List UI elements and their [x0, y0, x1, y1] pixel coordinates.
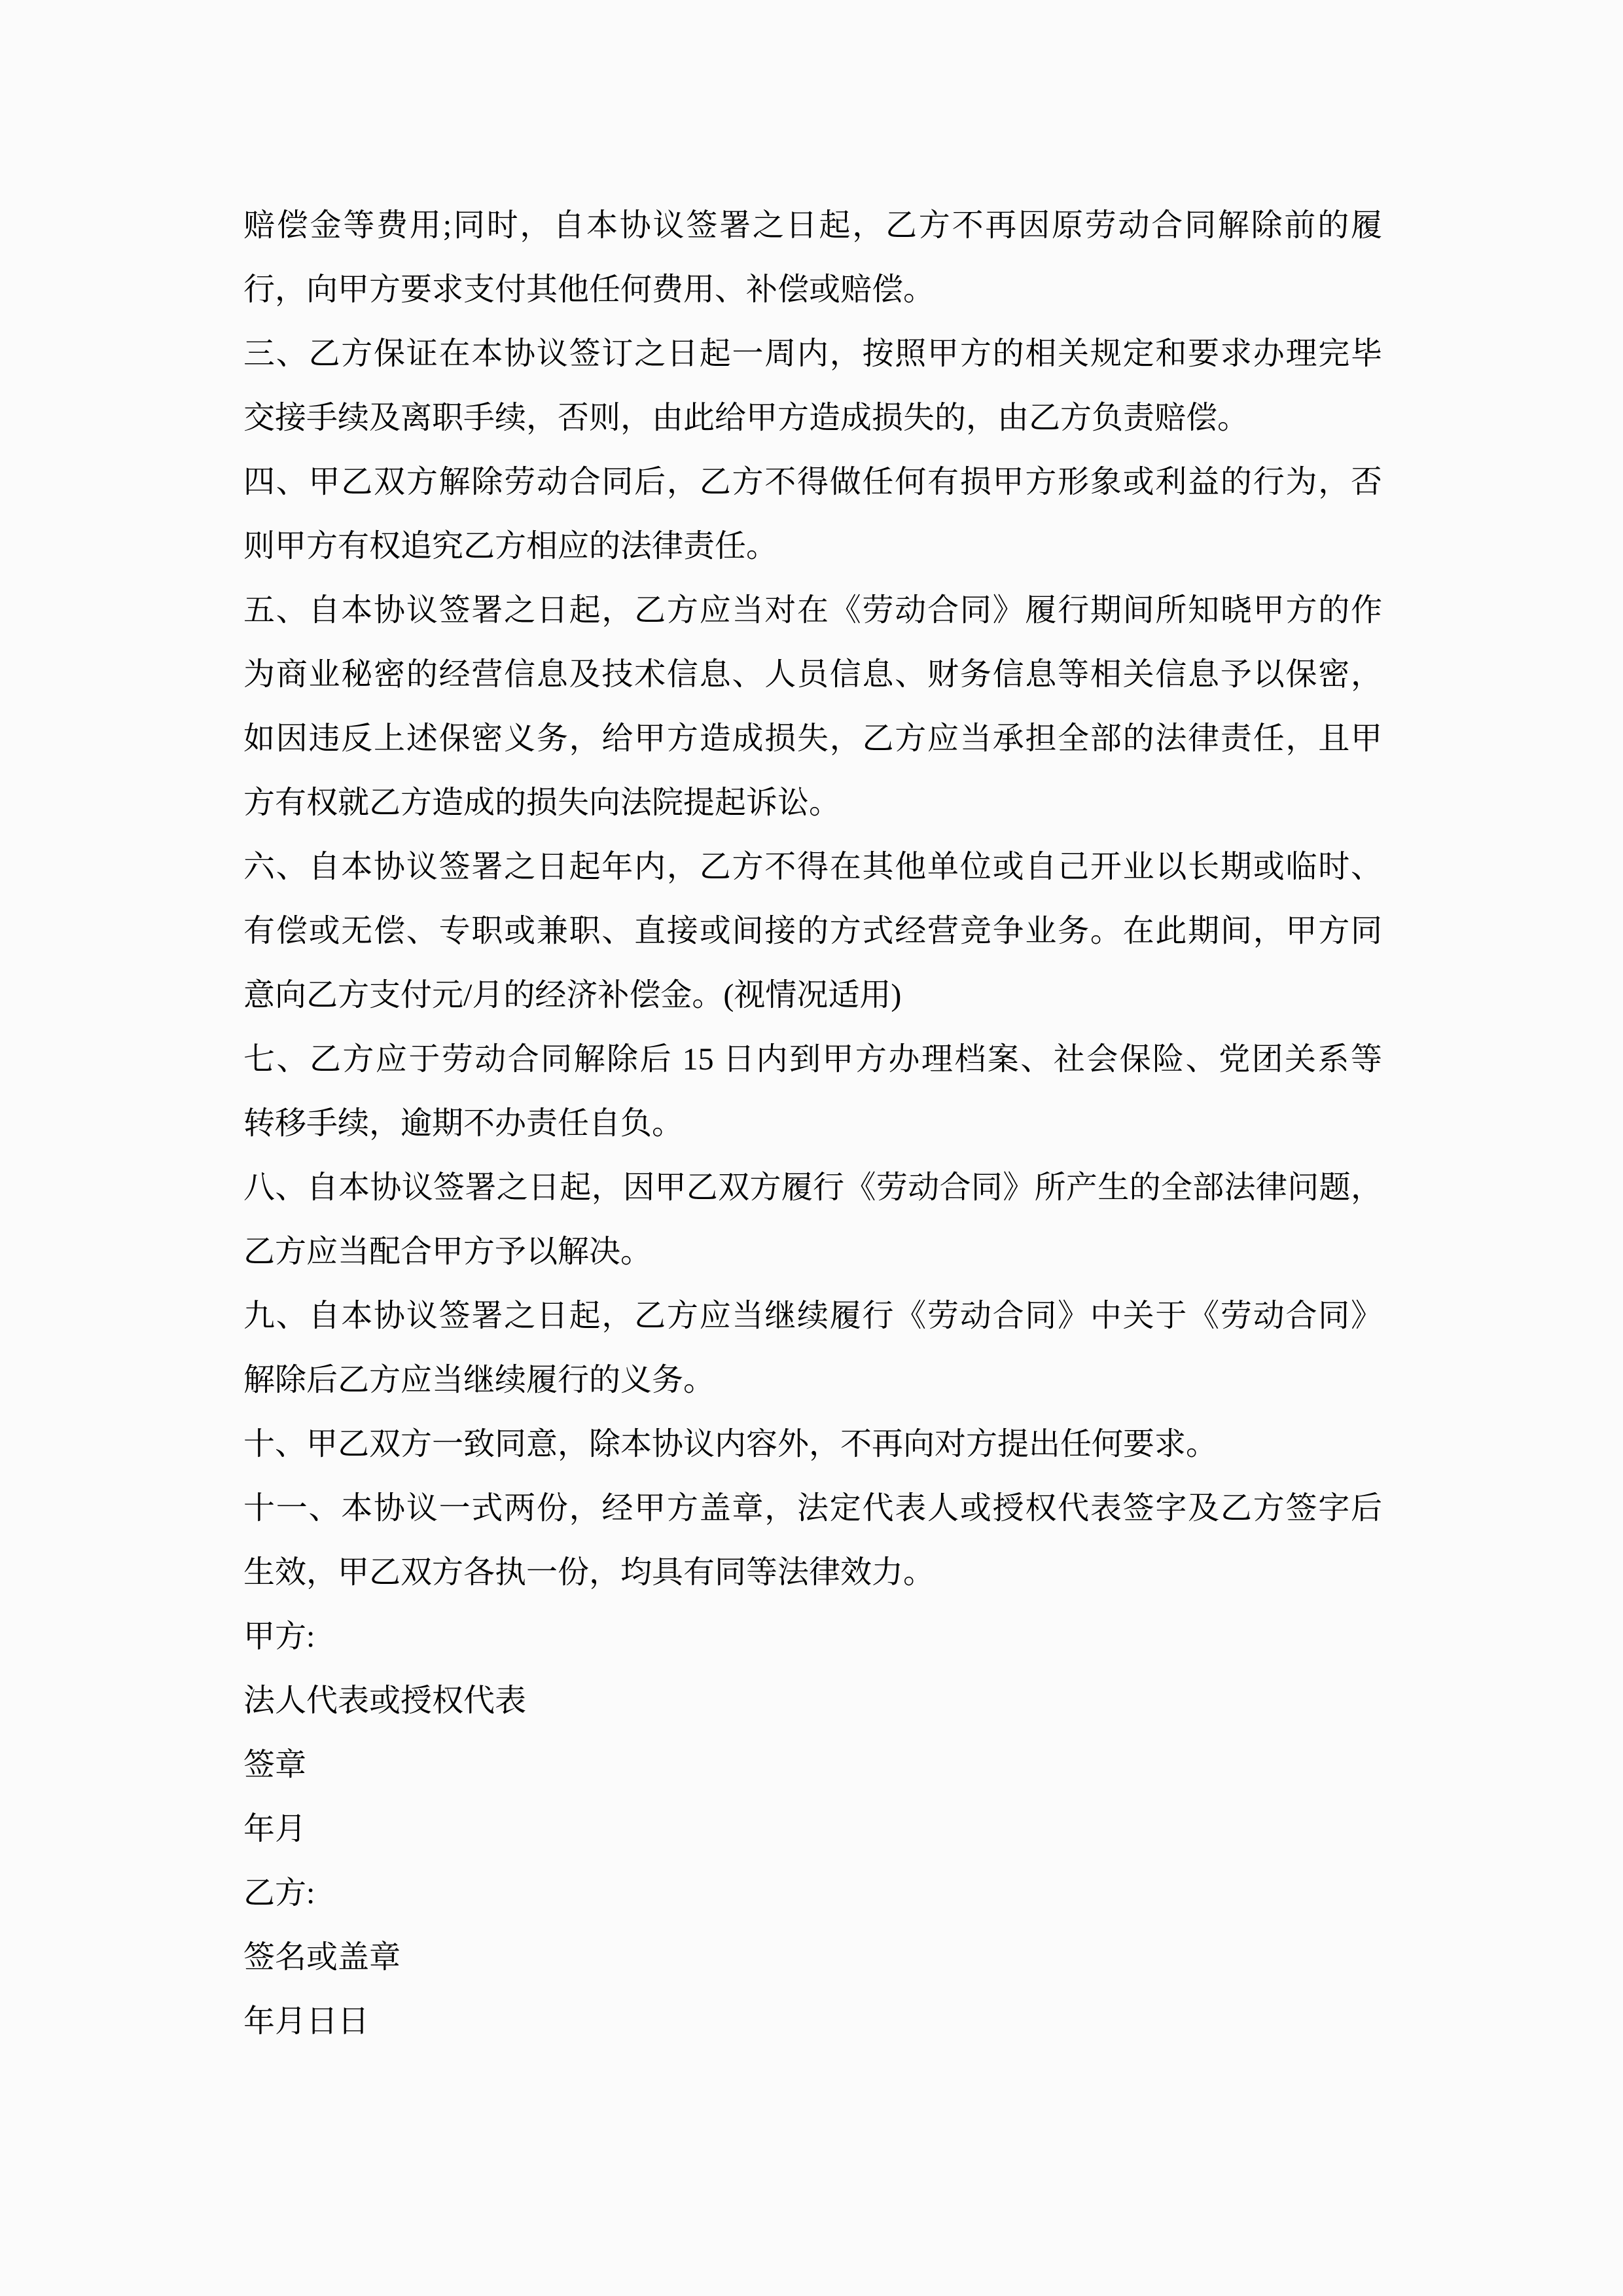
doc-line: 则甲方有权追究乙方相应的法律责任。	[243, 529, 778, 564]
doc-line-clause-4: 四、甲乙双方解除劳动合同后，乙方不得做任何有损甲方形象或利益的行为，否	[243, 465, 1382, 499]
party-a-date-label: 年月	[243, 1812, 307, 1846]
doc-line: 生效，甲乙双方各执一份，均具有同等法律效力。	[243, 1555, 935, 1590]
doc-line: 赔偿金等费用;同时，自本协议签署之日起，乙方不再因原劳动合同解除前的履	[243, 208, 1382, 243]
doc-line: 意向乙方支付元/月的经济补偿金。(视情况适用)	[243, 978, 902, 1013]
doc-line: 方有权就乙方造成的损失向法院提起诉讼。	[243, 785, 841, 820]
contract-text-block	[243, 194, 1382, 2054]
seal-label: 签章	[243, 1748, 307, 1782]
doc-line-clause-6: 六、自本协议签署之日起年内，乙方不得在其他单位或自己开业以长期或临时、	[243, 850, 1382, 884]
doc-line-clause-3: 三、乙方保证在本协议签订之日起一周内，按照甲方的相关规定和要求办理完毕	[243, 336, 1382, 371]
sign-or-seal-label: 签名或盖章	[243, 1940, 401, 1975]
doc-line: 如因违反上述保密义务，给甲方造成损失，乙方应当承担全部的法律责任，且甲	[243, 721, 1382, 756]
party-b-date-label: 年月日日	[243, 2004, 370, 2039]
party-b-label: 乙方:	[243, 1876, 315, 1910]
doc-line-clause-8: 八、自本协议签署之日起，因甲乙双方履行《劳动合同》所产生的全部法律问题，	[243, 1170, 1382, 1205]
doc-line: 乙方应当配合甲方予以解决。	[243, 1234, 652, 1269]
doc-line-clause-7: 七、乙方应于劳动合同解除后 15 日内到甲方办理档案、社会保险、党团关系等	[243, 1042, 1382, 1077]
doc-line-clause-5: 五、自本协议签署之日起，乙方应当对在《劳动合同》履行期间所知晓甲方的作	[243, 593, 1382, 628]
doc-line-clause-11: 十一、本协议一式两份，经甲方盖章，法定代表人或授权代表签字及乙方签字后	[243, 1491, 1382, 1526]
legal-representative-label: 法人代表或授权代表	[243, 1683, 527, 1718]
doc-line: 交接手续及离职手续，否则，由此给甲方造成损失的，由乙方负责赔偿。	[243, 401, 1249, 435]
doc-line-clause-10: 十、甲乙双方一致同意，除本协议内容外，不再向对方提出任何要求。	[243, 1427, 1218, 1462]
doc-line: 解除后乙方应当继续履行的义务。	[243, 1363, 715, 1397]
doc-line: 行，向甲方要求支付其他任何费用、补偿或赔偿。	[243, 272, 935, 307]
doc-line: 有偿或无偿、专职或兼职、直接或间接的方式经营竞争业务。在此期间，甲方同	[243, 914, 1382, 948]
doc-line: 为商业秘密的经营信息及技术信息、人员信息、财务信息等相关信息予以保密，	[243, 657, 1382, 692]
party-a-label: 甲方:	[243, 1619, 315, 1654]
doc-line: 转移手续，逾期不办责任自负。	[243, 1106, 684, 1141]
doc-line-clause-9: 九、自本协议签署之日起，乙方应当继续履行《劳动合同》中关于《劳动合同》	[243, 1299, 1382, 1333]
